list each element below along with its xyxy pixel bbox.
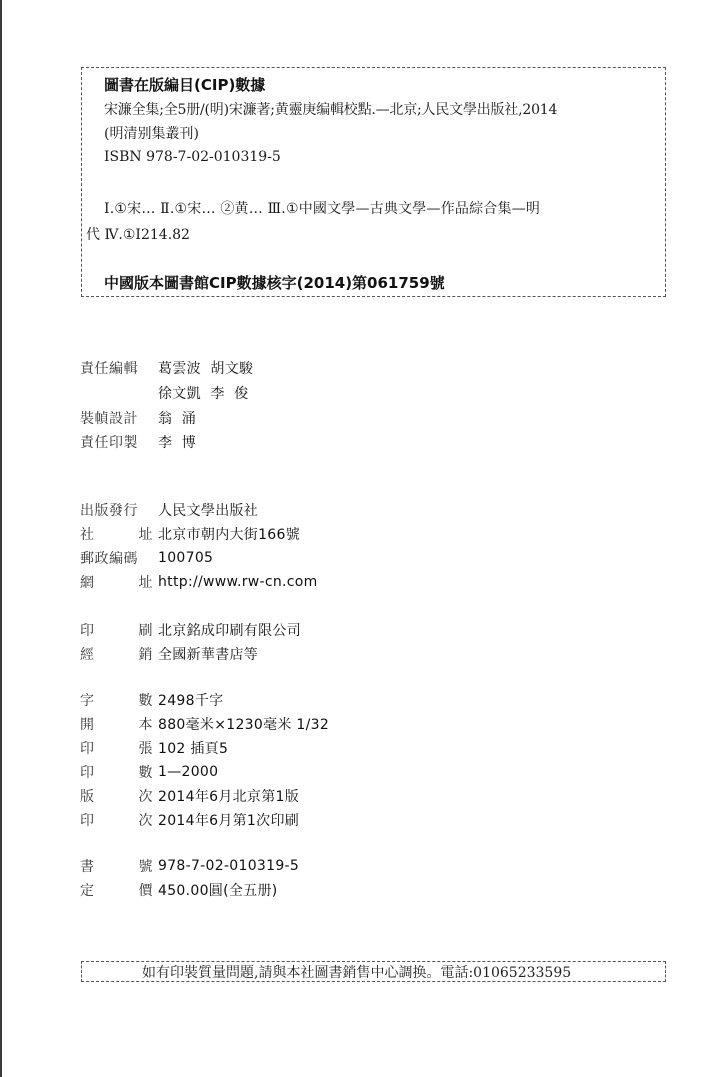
quality-notice: 如有印裝質量問題,請與本社圖書銷售中心調换。電話:01065233595 — [142, 965, 572, 981]
responsible-editors-1: 葛雲波 胡文駿 — [158, 361, 254, 377]
website-label: 網 址 — [80, 575, 173, 591]
cip-data-box — [81, 67, 666, 297]
row-website — [80, 571, 318, 593]
row-edition — [80, 785, 299, 807]
credit-row-responsible-editor-cont — [80, 382, 249, 404]
row-address — [80, 523, 300, 545]
page-left-border — [0, 0, 2, 1077]
cip-series: (明清别集叢刊) — [104, 126, 199, 142]
row-impression — [80, 809, 299, 831]
binding-designer: 翁 涌 — [158, 411, 197, 427]
distributor: 全國新華書店等 — [158, 647, 259, 663]
format-label: 開 本 — [80, 717, 173, 733]
row-sheets — [80, 737, 228, 759]
row-word-count — [80, 689, 223, 711]
impression-label: 印 次 — [80, 813, 173, 829]
cip-isbn: ISBN 978-7-02-010319-5 — [104, 149, 281, 165]
impression: 2014年6月第1次印刷 — [158, 813, 300, 829]
postcode-label: 郵政編碼 — [80, 551, 138, 567]
row-format — [80, 713, 329, 735]
cip-subject-line-2: 代 Ⅳ.①I214.82 — [86, 227, 190, 243]
binding-design-label: 裝幀設計 — [80, 411, 138, 427]
cip-description: 宋濂全集;全5册/(明)宋濂著;黄靈庚编輯校點.—北京;人民文學出版社,2014 — [104, 102, 558, 118]
sheets: 102 插頁5 — [158, 741, 229, 757]
edition: 2014年6月北京第1版 — [158, 789, 300, 805]
publisher-name: 人民文學出版社 — [158, 503, 259, 519]
address: 北京市朝内大街166號 — [158, 527, 301, 543]
row-book-number — [80, 855, 299, 877]
credit-row-binding-design — [80, 407, 196, 429]
row-publisher — [80, 499, 258, 521]
row-postcode — [80, 547, 213, 569]
row-distributor — [80, 643, 258, 665]
row-print-run — [80, 761, 218, 783]
price: 450.00圓(全五册) — [158, 883, 278, 899]
publisher-label: 出版發行 — [80, 503, 138, 519]
responsible-editors-2: 徐文凱 李 俊 — [158, 386, 249, 402]
word-count: 2498千字 — [158, 693, 224, 709]
print-supervisor: 李 博 — [158, 435, 197, 451]
printer-label: 印 刷 — [80, 623, 173, 639]
cip-subject-line-1: Ⅰ.①宋… Ⅱ.①宋… ②黄… Ⅲ.①中國文學—古典文學—作品綜合集—明 — [104, 201, 541, 217]
postcode: 100705 — [158, 550, 214, 566]
printer: 北京銘成印刷有限公司 — [158, 623, 301, 639]
website: http://www.rw-cn.com — [158, 574, 318, 590]
distributor-label: 經 銷 — [80, 647, 173, 663]
book-number: 978-7-02-010319-5 — [158, 858, 300, 874]
credit-row-responsible-editor — [80, 357, 253, 379]
edition-label: 版 次 — [80, 789, 173, 805]
price-label: 定 價 — [80, 883, 173, 899]
sheets-label: 印 張 — [80, 741, 173, 757]
book-number-label: 書 號 — [80, 859, 173, 875]
cip-heading: 圖書在版編目(CIP)數據 — [104, 76, 266, 94]
responsible-editor-label: 責任編輯 — [80, 361, 138, 377]
cip-core-record: 中國版本圖書館CIP數據核字(2014)第061759號 — [104, 274, 445, 292]
row-price — [80, 879, 278, 901]
quality-notice-box — [81, 961, 666, 982]
print-run-label: 印 數 — [80, 765, 173, 781]
word-count-label: 字 數 — [80, 693, 173, 709]
format: 880毫米×1230毫米 1/32 — [158, 717, 330, 733]
address-label: 社 址 — [80, 527, 173, 543]
print-run: 1—2000 — [158, 764, 219, 780]
row-printer — [80, 619, 301, 641]
credit-row-print-supervisor — [80, 431, 196, 453]
print-supervisor-label: 責任印製 — [80, 435, 138, 451]
